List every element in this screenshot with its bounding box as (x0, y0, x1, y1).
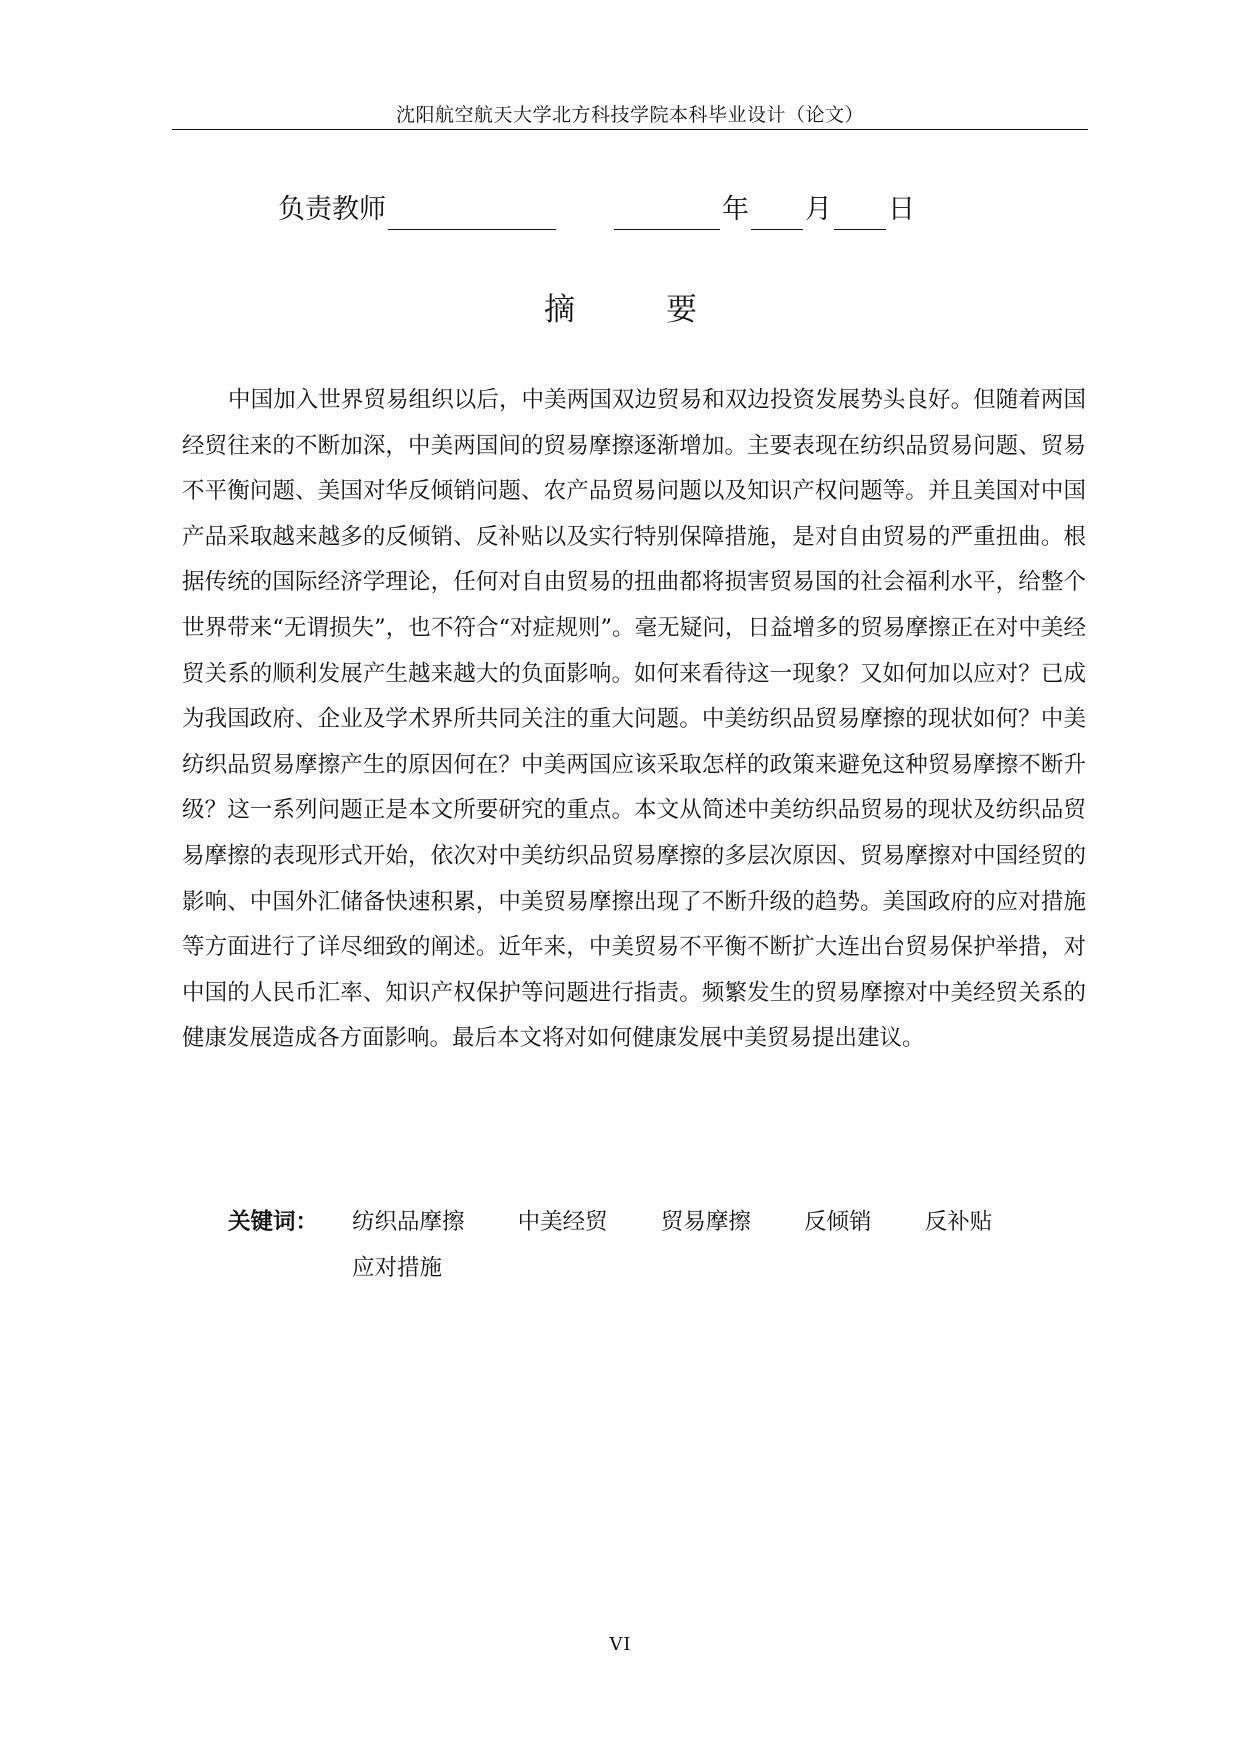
keyword-item: 反倾销 (804, 1209, 872, 1235)
header-rule (172, 129, 1088, 130)
day-blank (834, 197, 886, 230)
keyword-item: 纺织品摩擦 (352, 1209, 465, 1235)
month-blank (751, 197, 803, 230)
keyword-item: 中美经贸 (517, 1209, 608, 1235)
teacher-label: 负责教师 (278, 194, 386, 225)
year-label: 年 (722, 194, 749, 225)
keyword-item: 贸易摩擦 (660, 1209, 751, 1235)
year-blank (614, 197, 720, 230)
keyword-item: 应对措施 (352, 1255, 443, 1281)
teacher-signature-blank (388, 197, 556, 230)
day-label: 日 (888, 194, 915, 225)
page-header: 沈阳航空航天大学北方科技学院本科毕业设计（论文） (395, 104, 864, 126)
abstract-title: 摘 要 (544, 292, 727, 328)
page-number: VI (609, 1634, 632, 1655)
signature-line (278, 190, 915, 230)
keywords-label: 关键词： (228, 1209, 319, 1235)
keywords-list (352, 1199, 1112, 1291)
abstract-body: 中国加入世界贸易组织以后，中美两国双边贸易和双边投资发展势头良好。但随着两国经贸往来的不断加深，中美两国间的贸易摩擦逐渐增加。主要表现在纺织品贸易问题、贸易不平衡问题、美国对华反倾销问题、农产品贸易问题以及知识产权问题等。并且美国对中国产品采取越来越多的反倾销、反补贴以及实行特别保障措施，是对自由贸易的严重扭曲。根据传统的国际经济学理论，任何对自由贸易的扭曲都将损害贸易国的社会福利水平，给整个世界带来“无谓损失”，也不符合“对症规则”。毫无疑问，日益增多的贸易摩擦正在对中美经贸关系的顺利发展产生越来越大的负面影响。如何来看待这一现象？又如何加以应对？已成为我国政府、企业及学术界所共同关注的重大问题。中美纺织品贸易摩擦的现状如何？中美纺织品贸易摩擦产生的原因何在？中美两国应该采取怎样的政策来避免这种贸易摩擦不断升级？这一系列问题正是本文所要研究的重点。本文从简述中美纺织品贸易的现状及纺织品贸易摩擦的表现形式开始，依次对中美纺织品贸易摩擦的多层次原因、贸易摩擦对中国经贸的影响、中国外汇储备快速积累，中美贸易摩擦出现了不断升级的趋势。美国政府的应对措施等方面进行了详尽细致的阐述。近年来，中美贸易不平衡不断扩大连出台贸易保护举措，对中国的人民币汇率、知识产权保护等问题进行指责。频繁发生的贸易摩擦对中美经贸关系的健康发展造成各方面影响。最后本文将对如何健康发展中美贸易提出建议。 (182, 387, 1086, 1052)
keyword-item: 反补贴 (924, 1209, 993, 1235)
month-label: 月 (805, 194, 832, 225)
